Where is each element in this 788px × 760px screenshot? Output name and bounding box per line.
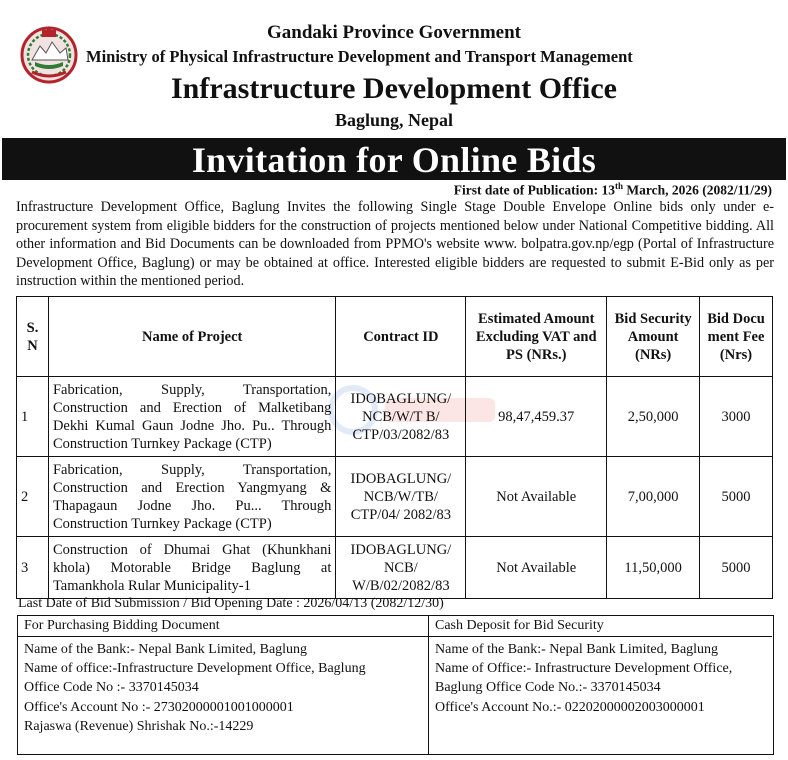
row-contract-id: IDOBAGLUNG/ NCB/ W/B/02/2082/83 bbox=[336, 537, 466, 599]
ministry-name: Ministry of Physical Infrastructure Development and Transport Management bbox=[86, 47, 633, 66]
purchasing-office-code: Office Code No :- 3370145034 bbox=[24, 680, 199, 696]
row-sn: 1 bbox=[17, 377, 49, 457]
publication-date-rest: March, 2026 (2082/11/29) bbox=[623, 182, 772, 198]
deposit-bank: Name of the Bank:- Nepal Bank Limited, Baglung bbox=[435, 642, 719, 657]
header-bid-security: Bid Security Amount (NRs) bbox=[607, 297, 700, 377]
row-sn: 3 bbox=[17, 537, 49, 599]
table-row bbox=[17, 457, 773, 537]
government-name: Gandaki Province Government bbox=[266, 22, 522, 43]
table-row bbox=[17, 377, 773, 457]
row-project-name: Construction of Dhumai Ghat (Khunkhani khola) Motorable Bridge Baglung at Tamankhola Rular Municipality-1 bbox=[48, 537, 335, 599]
table-header-row bbox=[17, 297, 773, 377]
table-row bbox=[17, 537, 773, 599]
row-contract-id: IDOBAGLUNG/ NCB/W/TB/ CTP/04/ 2082/83 bbox=[336, 457, 466, 537]
deposit-account-no: Office's Account No.:- 02202000002003000001 bbox=[435, 699, 705, 715]
row-estimated-amount: Not Available bbox=[466, 457, 607, 537]
header-estimated-amount: Estimated Amount Excluding VAT and PS (NRs.) bbox=[466, 297, 607, 377]
row-estimated-amount: 98,47,459.37 bbox=[466, 377, 607, 457]
security-deposit-heading: Cash Deposit for Bid Security bbox=[429, 616, 772, 637]
purchasing-account-no: Office's Account No :- 27302000001001000001 bbox=[24, 699, 294, 715]
last-submission-date: Last Date of Bid Submission / Bid Opening Date : 2026/04/13 (2082/12/30) bbox=[18, 596, 444, 611]
purchasing-revenue-head: Rajaswa (Revenue) Shrishak No.:-14229 bbox=[24, 718, 254, 734]
row-document-fee: 3000 bbox=[700, 377, 773, 457]
payment-info-boxes bbox=[17, 615, 774, 755]
row-bid-security: 2,50,000 bbox=[607, 377, 700, 457]
bids-table bbox=[16, 296, 773, 599]
row-project-name: Fabrication, Supply, Transportation, Construction and Erection Yangmyang & Thapagaun Jodne Jho. Pu... Through Construction Turnkey Package (CTP) bbox=[48, 457, 335, 537]
purchasing-details bbox=[18, 637, 428, 739]
header-project-name: Name of Project bbox=[48, 297, 335, 377]
header-sn: S. N bbox=[17, 297, 49, 377]
purchasing-bank: Name of the Bank:- Nepal Bank Limited, Baglung bbox=[24, 642, 308, 657]
office-location: Baglung, Nepal bbox=[334, 110, 454, 130]
row-bid-security: 7,00,000 bbox=[607, 457, 700, 537]
intro-paragraph: Infrastructure Development Office, Baglung Invites the following Single Stage Double Envelope Online bids only under e- procurement system from eligible bidders for the construction of projects mentioned below under National Competitive bidding. All other information and Bid Documents can be downloaded from PPMO's website www. bolpatra.gov.np/egp (Portal of Infrastructure Development Office, Baglung) or may be obtained at office. Interested eligible bidders are requested to submit E-Bid only as per instruction within the mentioned period. bbox=[16, 199, 774, 289]
row-estimated-amount: Not Available bbox=[466, 537, 607, 599]
header-contract-id: Contract ID bbox=[336, 297, 466, 377]
row-document-fee: 5000 bbox=[700, 537, 773, 599]
row-bid-security: 11,50,000 bbox=[607, 537, 700, 599]
deposit-office: Name of Office:- Infrastructure Development Office, Baglung Office Code No.:- 3370145034 bbox=[435, 661, 733, 696]
security-deposit-box bbox=[429, 616, 772, 754]
security-deposit-details bbox=[429, 637, 772, 720]
row-sn: 2 bbox=[17, 457, 49, 537]
office-name: Infrastructure Development Office bbox=[171, 72, 617, 105]
row-project-name: Fabrication, Supply, Transportation, Construction and Erection of Malketibang Dekhi Kumal Gaun Jodne Jho. Pu.. Through Construction Turnkey Package (CTP) bbox=[48, 377, 335, 457]
publication-date-prefix: First date of Publication: 13 bbox=[453, 182, 615, 198]
row-document-fee: 5000 bbox=[700, 457, 773, 537]
purchasing-office: Name of office:-Infrastructure Development Office, Baglung bbox=[24, 661, 366, 677]
purchasing-box bbox=[18, 616, 429, 754]
header-document-fee: Bid Docu ment Fee (Nrs) bbox=[700, 297, 773, 377]
purchasing-heading: For Purchasing Bidding Document bbox=[18, 616, 428, 637]
notice-header bbox=[0, 0, 788, 135]
publication-date-suffix: th bbox=[614, 181, 623, 191]
row-contract-id: IDOBAGLUNG/ NCB/W/T B/ CTP/03/2082/83 bbox=[336, 377, 466, 457]
notice-title-banner: Invitation for Online Bids bbox=[2, 138, 786, 180]
publication-date bbox=[454, 181, 772, 199]
